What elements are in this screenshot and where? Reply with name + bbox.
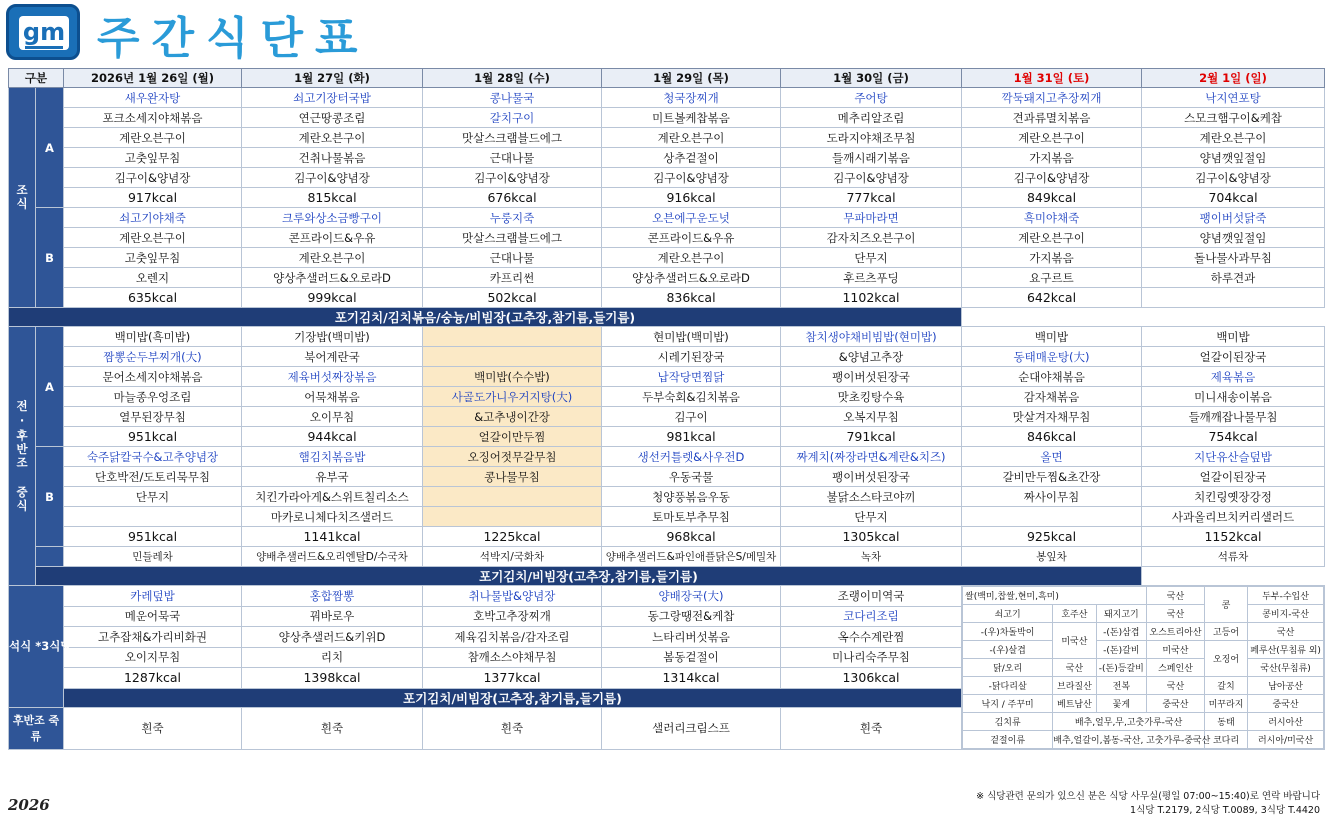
menu-item: 고춧잎무침 [64,248,242,268]
side-dish-banner: 포기김치/김치볶음/숭늉/비빔장(고추장,참기름,들기름) [9,308,962,327]
menu-item: 꿔바로우 [242,606,423,627]
kcal-value: 968kcal [602,527,781,547]
menu-item: 양상추샐러드&키위D [242,627,423,648]
kcal-value: 1305kcal [781,527,962,547]
origin-cell: 쇠고기 [963,605,1053,623]
menu-item: 취나물밥&양념장 [423,586,602,607]
menu-item: 오이무침 [242,407,423,427]
kcal-value: 849kcal [962,188,1142,208]
kcal-value: 1314kcal [602,668,781,689]
menu-item: 코다리조림 [781,606,962,627]
menu-item: 양배장국(大) [602,586,781,607]
tea-item: 양배추샐러드&오리엔탈D/수국차 [242,547,423,567]
kcal-value: 1102kcal [781,288,962,308]
tea-item: 민들레차 [64,547,242,567]
menu-item: 갈치구이 [423,108,602,128]
kcal-value: 676kcal [423,188,602,208]
header-date: 1월 29일 (목) [602,69,781,88]
menu-item: 견과류멸치볶음 [962,108,1142,128]
menu-item: 근대나물 [423,248,602,268]
menu-item: 깍둑돼지고추장찌개 [962,88,1142,108]
porridge-item: 흰죽 [781,707,962,749]
menu-item: 스모크햄구이&케찹 [1142,108,1325,128]
menu-item: 포크소세지야채볶음 [64,108,242,128]
menu-item: 치킨링옛장강정 [1142,487,1325,507]
menu-item: 김구이&양념장 [64,168,242,188]
kcal-value: 얼갈이만두찜 [423,427,602,447]
menu-item: 얼갈이된장국 [1142,467,1325,487]
menu-item: 치킨가라아게&스위트칠리소스 [242,487,423,507]
menu-item: 제육버섯짜장볶음 [242,367,423,387]
kcal-value: 944kcal [242,427,423,447]
kcal-value: 1141kcal [242,527,423,547]
menu-item: 올면 [962,447,1142,467]
menu-item: &고추냉이간장 [423,407,602,427]
origin-cell: 두부-수입산 [1248,587,1324,605]
menu-item: 돌나물사과무침 [1142,248,1325,268]
header-date: 1월 30일 (금) [781,69,962,88]
menu-item: 계란오븐구이 [242,128,423,148]
origin-cell: 갈치 [1204,677,1247,695]
origin-cell: 국산 [1248,623,1324,641]
origin-cell: 중국산 [1147,695,1205,713]
menu-item: 들깨시래기볶음 [781,148,962,168]
menu-item: 가지볶음 [962,248,1142,268]
menu-item: 메운어묵국 [64,606,242,627]
kcal-value: 916kcal [602,188,781,208]
menu-item: 팽이버섯닭죽 [1142,208,1325,228]
menu-item: 팽이버섯된장국 [781,367,962,387]
menu-item: 연근땅콩조림 [242,108,423,128]
menu-item: 도라지야채조무침 [781,128,962,148]
origin-cell: 배추,얼무,무,고춧가루-국산 [1053,713,1205,731]
menu-item: 계란오븐구이 [1142,128,1325,148]
kcal-value: 635kcal [64,288,242,308]
kcal-value: 836kcal [602,288,781,308]
kcal-value: 1152kcal [1142,527,1325,547]
origin-cell: 동태 [1204,713,1247,731]
menu-item: 김구이&양념장 [602,168,781,188]
menu-item: 갈비만두찜&초간장 [962,467,1142,487]
menu-item: 리치 [242,647,423,668]
menu-item: 맛살스크램블드에그 [423,228,602,248]
menu-item [423,507,602,527]
origin-cell: -(우)차돌박이 [963,623,1053,641]
menu-item: 쇠고기장터국밥 [242,88,423,108]
menu-item: 납작당면찜닭 [602,367,781,387]
menu-item: 계란오븐구이 [242,248,423,268]
origin-cell: 국산 [1147,587,1205,605]
kcal-value: 1287kcal [64,668,242,689]
menu-item: &양념고추장 [781,347,962,367]
origin-cell: 고등어 [1204,623,1247,641]
tea-item: 봉잎차 [962,547,1142,567]
menu-item: 콘프라이드&우유 [602,228,781,248]
menu-item: 고춧잎무침 [64,148,242,168]
menu-item: 양념깻잎절임 [1142,148,1325,168]
menu-item: 김구이&양념장 [242,168,423,188]
origin-cell: 배추,얼갈이,봄동-국산, 고춧가루-중국산 [1053,731,1205,749]
label-a: A [36,88,64,208]
menu-item [423,327,602,347]
menu-item: 열무된장무침 [64,407,242,427]
origin-cell: 국산 [1053,659,1096,677]
menu-item: 감자채볶음 [962,387,1142,407]
origin-cell: 스페인산 [1147,659,1205,677]
menu-item: 백미밥 [1142,327,1325,347]
kcal-value: 704kcal [1142,188,1325,208]
kcal-value: 1306kcal [781,668,962,689]
menu-item: 청양풍볶음우동 [602,487,781,507]
kcal-value: 981kcal [602,427,781,447]
menu-item: 콘프라이드&우유 [242,228,423,248]
origin-cell: 겉절이류 [963,731,1053,749]
menu-item: 김구이&양념장 [1142,168,1325,188]
menu-item: 기장밥(백미밥) [242,327,423,347]
origin-cell: 남아공산 [1248,677,1324,695]
menu-item: 낙지연포탕 [1142,88,1325,108]
porridge-item: 흰죽 [242,707,423,749]
menu-item: 문어소세지야채볶음 [64,367,242,387]
origin-cell: 콩 [1204,587,1247,623]
menu-item: 사골도가니우거지탕(大) [423,387,602,407]
menu-item: 사과올리브치커리샐러드 [1142,507,1325,527]
menu-item: 팽이버섯된장국 [781,467,962,487]
menu-item: 감자치즈오븐구이 [781,228,962,248]
origin-cell: 베트남산 [1053,695,1096,713]
menu-item: 오이지무침 [64,647,242,668]
origin-cell: 김치류 [963,713,1053,731]
tea-item: 석류차 [1142,547,1325,567]
menu-item: 단무지 [781,248,962,268]
menu-item: 불닭소스타코야끼 [781,487,962,507]
menu-item: 짜계치(짜장라면&계란&치즈) [781,447,962,467]
menu-item: 김구이 [602,407,781,427]
menu-item: 김구이&양념장 [781,168,962,188]
origin-cell: -(돈)갈비 [1096,641,1147,659]
kcal-value [1142,288,1325,308]
kcal-value: 1225kcal [423,527,602,547]
menu-item [962,507,1142,527]
menu-item: 옥수수계란찜 [781,627,962,648]
menu-item: 햄김치볶음밥 [242,447,423,467]
header-date: 1월 31일 (토) [962,69,1142,88]
origin-cell: -(돈)삼겹 [1096,623,1147,641]
side-dish-banner: 포기김치/비빔장(고추장,참기름,들기름) [36,567,1142,586]
menu-item: 콩나물국 [423,88,602,108]
header-date: 1월 28일 (수) [423,69,602,88]
footer-note [976,790,1320,818]
origin-cell: 국산 [1147,605,1205,623]
label-a: A [36,327,64,447]
origin-cell: 러시아/미국산 [1248,731,1324,749]
year-logo: 2026 [8,796,50,814]
menu-item: 메추리알조림 [781,108,962,128]
menu-item: 봄동겉절이 [602,647,781,668]
menu-item: 짜사이무침 [962,487,1142,507]
kcal-value: 1398kcal [242,668,423,689]
tea-item: 양배추샐러드&파인애플닭은S/메밀차 [602,547,781,567]
origin-table-cell [962,586,1325,750]
menu-item: 새우완자탕 [64,88,242,108]
menu-item: 맛살겨자채무침 [962,407,1142,427]
menu-item: 계란오븐구이 [64,228,242,248]
menu-item: 마카로니체다치즈샐러드 [242,507,423,527]
origin-cell: 닭/오리 [963,659,1053,677]
menu-item: 마늘종우엉조림 [64,387,242,407]
origin-cell: 꽃게 [1096,695,1147,713]
page-title: 주간식단표 [97,13,370,64]
menu-item: 현미밥(백미밥) [602,327,781,347]
menu-item: 오렌지 [64,268,242,288]
menu-item: 홍합짬뽕 [242,586,423,607]
origin-cell: 코다리 [1204,731,1247,749]
menu-item: 유부국 [242,467,423,487]
origin-cell: 미꾸라지 [1204,695,1247,713]
origin-cell: 콩비지-국산 [1248,605,1324,623]
menu-item: 토마토부추무침 [602,507,781,527]
kcal-value: 951kcal [64,427,242,447]
header-date: 2026년 1월 26일 (월) [64,69,242,88]
footer-contact: ※ 식당관련 문의가 있으신 분은 식당 사무실(평일 07:00~15:40)로 연락 바랍니다 [976,791,1320,802]
kcal-value: 791kcal [781,427,962,447]
menu-item: 건취나물볶음 [242,148,423,168]
menu-item: 흑미야채죽 [962,208,1142,228]
menu-item: 생선커틀렛&사우전D [602,447,781,467]
menu-item: 오복지무침 [781,407,962,427]
menu-item: 오징어젓무갈무침 [423,447,602,467]
tea-item: 녹차 [781,547,962,567]
menu-item: 맛초킹탕수육 [781,387,962,407]
label-blank [36,547,64,567]
menu-item: 청국장찌개 [602,88,781,108]
menu-item: 조랭이미역국 [781,586,962,607]
menu-item: 하루견과 [1142,268,1325,288]
menu-item: 쇠고기야채죽 [64,208,242,228]
origin-cell: -(돈)등갈비 [1096,659,1147,677]
kcal-value: 925kcal [962,527,1142,547]
menu-item: 맛살스크램블드에그 [423,128,602,148]
gm-logo: gm [6,4,80,60]
origin-cell: 돼지고기 [1096,605,1147,623]
menu-item: 백미밥(흑미밥) [64,327,242,347]
kcal-value: 917kcal [64,188,242,208]
origin-cell: 중국산 [1248,695,1324,713]
label-b: B [36,208,64,308]
origin-cell: -(우)살겹 [963,641,1053,659]
menu-item: 계란오븐구이 [962,228,1142,248]
menu-item: 계란오븐구이 [962,128,1142,148]
menu-item: 콩나물무침 [423,467,602,487]
menu-item: 북어계란국 [242,347,423,367]
origin-cell: 오스트리아산 [1147,623,1205,641]
origin-cell: 쌀(백미,찹쌀,현미,흑미) [963,587,1147,605]
menu-item: 미트볼케찹볶음 [602,108,781,128]
menu-item: 양상추샐러드&오로라D [602,268,781,288]
menu-item: 근대나물 [423,148,602,168]
menu-item: 누룽지죽 [423,208,602,228]
menu-item: 상추겉절이 [602,148,781,168]
menu-item: 김구이&양념장 [423,168,602,188]
origin-cell: 미국산 [1147,641,1205,659]
menu-item: 느타리버섯볶음 [602,627,781,648]
menu-item: 미나리숙주무침 [781,647,962,668]
porridge-item: 샐러리크림스프 [602,707,781,749]
porridge-item: 흰죽 [423,707,602,749]
menu-item: 계란오븐구이 [602,128,781,148]
menu-item: 카레덮밥 [64,586,242,607]
kcal-value: 1377kcal [423,668,602,689]
menu-item: 들깨깨잡나물무침 [1142,407,1325,427]
menu-item: 제육김치볶음/감자조림 [423,627,602,648]
menu-item: 동태매운탕(大) [962,347,1142,367]
menu-item: 숙주닭칼국수&고추양념장 [64,447,242,467]
menu-item: 단호박전/도토리묵무침 [64,467,242,487]
menu-item: 백미밥 [962,327,1142,347]
menu-item: 참깨소스야채무침 [423,647,602,668]
menu-item: 오븐에구운도넛 [602,208,781,228]
origin-cell: 오징어 [1204,641,1247,677]
menu-item: 크루와상소금빵구이 [242,208,423,228]
menu-item: 짬뽕순두부찌개(大) [64,347,242,367]
menu-item: 순대야채볶음 [962,367,1142,387]
side-dish-banner: 포기김치/비빔장(고추장,참기름,들기름) [64,688,962,707]
origin-cell: 미국산 [1053,623,1096,659]
menu-item: 가지볶음 [962,148,1142,168]
label-b: B [36,447,64,547]
page-header [0,0,1326,66]
menu-item: 카프리썬 [423,268,602,288]
menu-item: 백미밥(수수밥) [423,367,602,387]
menu-item [423,487,602,507]
menu-item: 후르츠푸딩 [781,268,962,288]
kcal-value: 846kcal [962,427,1142,447]
section-dinner: 석식 *3식당 [9,586,64,708]
menu-item: 호박고추장찌개 [423,606,602,627]
section-porridge: 후반조 죽류 [9,707,64,749]
menu-item: 김구이&양념장 [962,168,1142,188]
menu-item: 단무지 [781,507,962,527]
menu-item: 두부숙회&김치볶음 [602,387,781,407]
kcal-value: 754kcal [1142,427,1325,447]
menu-item: 주어탕 [781,88,962,108]
porridge-item: 흰죽 [64,707,242,749]
menu-item: 어묵채볶음 [242,387,423,407]
footer-phones: 1식당 T.2179, 2식당 T.0089, 3식당 T.4420 [1130,805,1320,816]
origin-table [962,586,1324,749]
menu-item [423,347,602,367]
menu-item: 얼갈이된장국 [1142,347,1325,367]
menu-item: 우동국물 [602,467,781,487]
kcal-value: 502kcal [423,288,602,308]
menu-item: 양념깻잎절임 [1142,228,1325,248]
menu-item [64,507,242,527]
header-category: 구분 [9,69,64,88]
origin-cell: 호주산 [1053,605,1096,623]
menu-item: 지단유산슬덮밥 [1142,447,1325,467]
kcal-value: 815kcal [242,188,423,208]
kcal-value: 642kcal [962,288,1142,308]
origin-cell: 전복 [1096,677,1147,695]
menu-item: 요구르트 [962,268,1142,288]
menu-item: 고추잡채&가리비화권 [64,627,242,648]
origin-cell: 국산 [1147,677,1205,695]
section-breakfast: 조식 [9,88,36,308]
origin-cell: 페루산(무침류 외) [1248,641,1324,659]
menu-item: 제육볶음 [1142,367,1325,387]
menu-item: 단무지 [64,487,242,507]
origin-cell: 낙지 / 주꾸미 [963,695,1053,713]
menu-item: 양상추샐러드&오로라D [242,268,423,288]
kcal-value: 999kcal [242,288,423,308]
menu-item: 무파마라면 [781,208,962,228]
origin-cell: 국산(무침류) [1248,659,1324,677]
kcal-value: 951kcal [64,527,242,547]
menu-item: 계란오븐구이 [602,248,781,268]
origin-cell: 러시아산 [1248,713,1324,731]
tea-item: 석박지/국화차 [423,547,602,567]
weekly-menu-table [8,68,1325,750]
menu-item: 계란오븐구이 [64,128,242,148]
menu-item: 동그랑땡전&케찹 [602,606,781,627]
menu-item: 시레기된장국 [602,347,781,367]
origin-cell: -닭다리살 [963,677,1053,695]
header-date: 2월 1일 (일) [1142,69,1325,88]
menu-item: 참치생야채비빔밥(현미밥) [781,327,962,347]
kcal-value: 777kcal [781,188,962,208]
menu-item: 미니새송이볶음 [1142,387,1325,407]
origin-cell: 브라질산 [1053,677,1096,695]
section-lunch: 전·후반조 중식 [9,327,36,586]
header-date: 1월 27일 (화) [242,69,423,88]
